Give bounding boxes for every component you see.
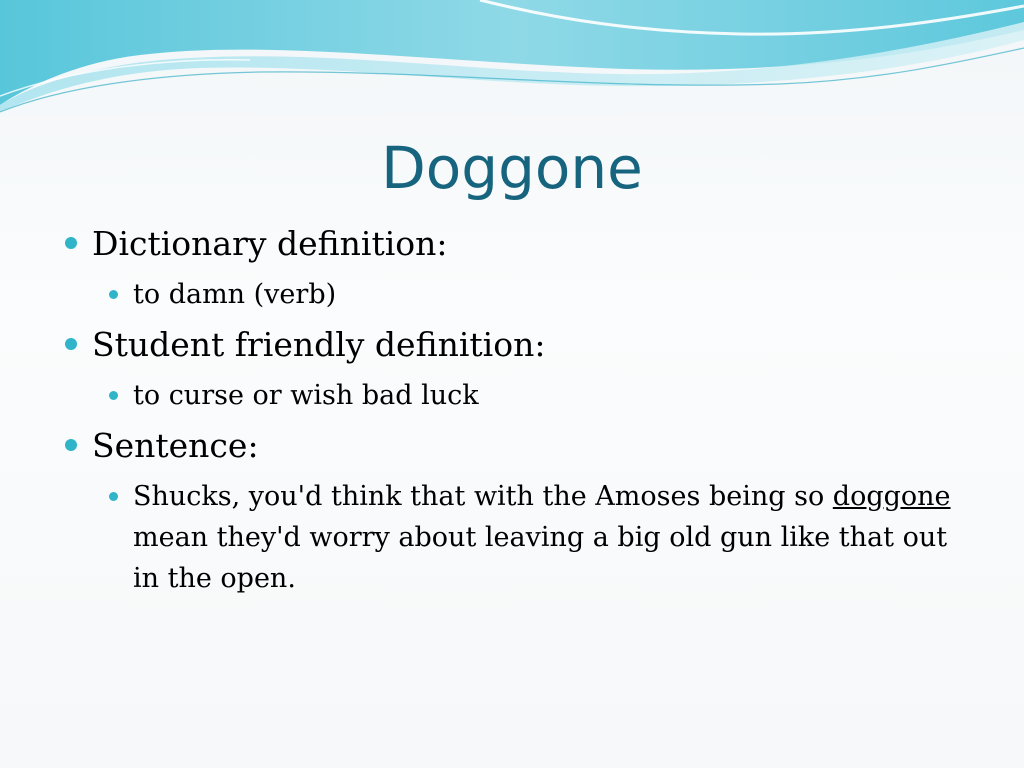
- bullet-dot-icon: [65, 439, 77, 451]
- bullet-label: Sentence:: [92, 426, 259, 465]
- bullet-label: Dictionary definition:: [92, 224, 448, 263]
- bullet-dot-icon: [65, 237, 77, 249]
- sub-bullet-dot-icon: [109, 492, 118, 501]
- sub-bullet-dot-icon: [109, 290, 118, 299]
- bullet-dictionary-definition: [60, 222, 970, 266]
- sentence-underlined-word: doggone: [832, 481, 951, 512]
- sub-bullet-dot-icon: [109, 391, 118, 400]
- sub-bullet-label: to damn (verb): [133, 279, 337, 310]
- sub-bullet-student-text: [60, 375, 970, 416]
- bullet-list: [60, 222, 970, 599]
- bullet-label: Student friendly definition:: [92, 325, 546, 364]
- bullet-dot-icon: [65, 338, 77, 350]
- bullet-sentence: [60, 424, 970, 468]
- sentence-part-2: mean they'd worry about leaving a big old gun like that out in the open.: [133, 522, 948, 594]
- bullet-student-friendly-definition: [60, 323, 970, 367]
- sub-bullet-dictionary-text: [60, 274, 970, 315]
- sentence-part-1: Shucks, you'd think that with the Amoses being so: [133, 481, 833, 512]
- slide-title: Doggone: [381, 134, 643, 202]
- sub-bullet-label: to curse or wish bad luck: [133, 380, 479, 411]
- sub-bullet-sentence-text: [60, 476, 970, 599]
- wave-header-decoration: [0, 0, 1024, 130]
